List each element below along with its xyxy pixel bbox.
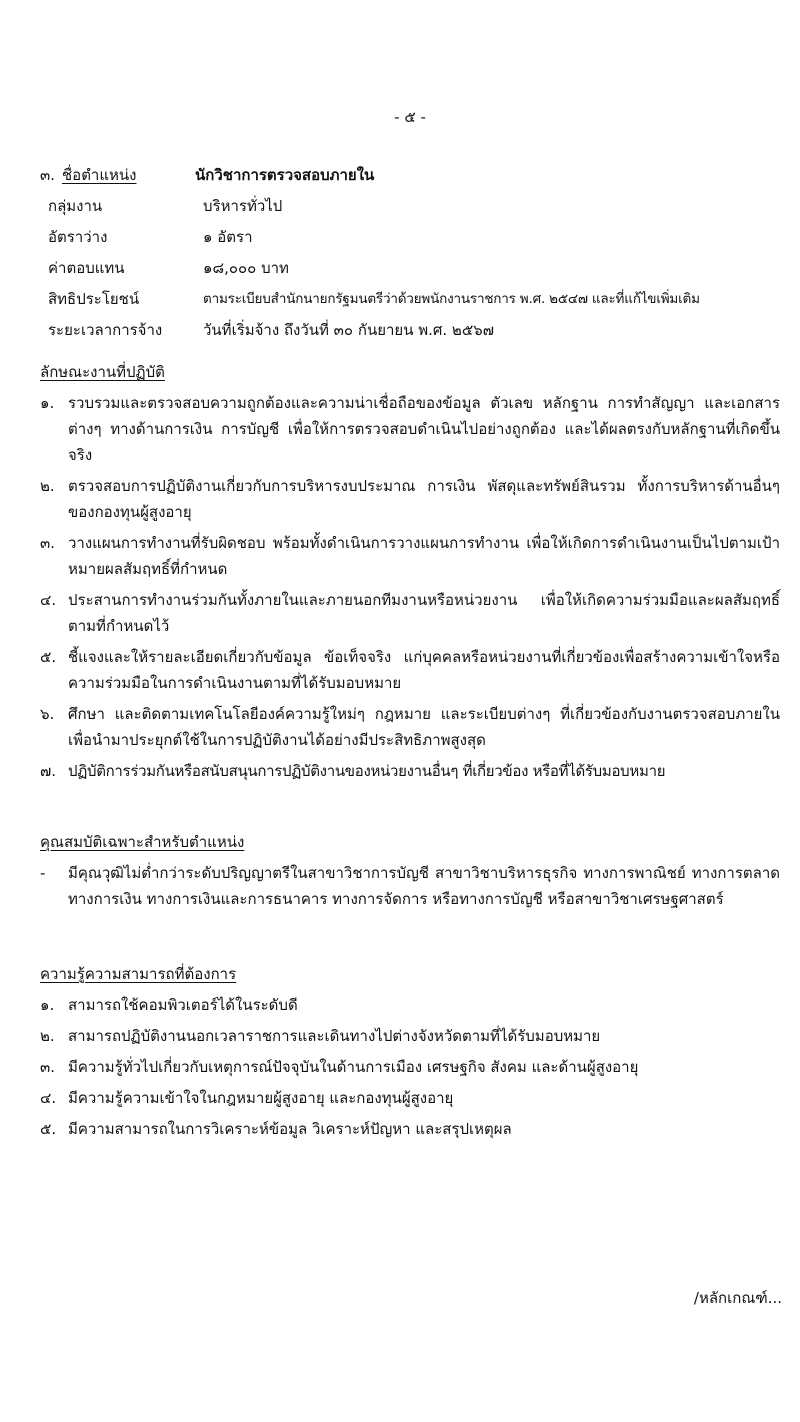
field-label: ค่าตอบแทน — [48, 259, 125, 277]
position-number: ๓. — [40, 166, 56, 184]
field-label: สิทธิประโยชน์ — [48, 290, 140, 308]
list-item: ๕. ชี้แจงและให้รายละเอียดเกี่ยวกับข้อมูล ข้อเท็จจริง แก่บุคคลหรือหน่วยงานที่เกี่ยวข้องเพื่อสร้างความเข้าใจหรือความร่วมมือในการดำเนินงานตามที่ได้รับมอบหมาย — [40, 648, 780, 692]
field-value: ๑๘,๐๐๐ บาท — [203, 259, 289, 277]
list-item: ๓. วางแผนการทำงานที่รับผิดชอบ พร้อมทั้งดำเนินการวางแผนการทำงาน เพื่อให้เกิดการดำเนินงานเป็นไปตามเป้าหมายผลสัมฤทธิ์ที่กำหนด — [40, 534, 780, 578]
position-header — [40, 163, 780, 349]
field-row-contract-period — [40, 318, 780, 349]
qualifications-section — [40, 830, 780, 917]
list-item: ๑. สามารถใช้คอมพิวเตอร์ได้ในระดับดี — [40, 996, 298, 1014]
field-row-salary — [40, 256, 780, 287]
field-label: กลุ่มงาน — [48, 197, 103, 215]
field-row-division — [40, 194, 780, 225]
skills-section — [40, 962, 780, 1147]
field-label: อัตราว่าง — [48, 228, 108, 246]
list-item: ๗. ปฏิบัติการร่วมกันหรือสนับสนุนการปฏิบัติงานของหน่วยงานอื่นๆ ที่เกี่ยวข้อง หรือที่ได้รับมอบหมาย — [40, 762, 666, 780]
section-title: คุณสมบัติเฉพาะสำหรับตำแหน่ง — [40, 833, 245, 851]
field-value: บริหารทั่วไป — [203, 197, 283, 215]
list-item: ๒. สามารถปฏิบัติงานนอกเวลาราชการและเดินทางไปต่างจังหวัดตามที่ได้รับมอบหมาย — [40, 1027, 601, 1045]
duties-section — [40, 360, 780, 789]
field-value: ๑ อัตรา — [203, 228, 253, 246]
field-row-vacancy — [40, 225, 780, 256]
list-item: ๖. ศึกษา และติดตามเทคโนโลยีองค์ความรู้ใหม่ๆ กฎหมาย และระเบียบต่างๆ ที่เกี่ยวข้องกับงานตรวจสอบภายใน เพื่อนำมาประยุกต์ใช้ในการปฏิบัติงานได้อย่างมีประสิทธิภาพสูงสุด — [40, 705, 780, 749]
list-item: ๑. รวบรวมและตรวจสอบความถูกต้องและความน่าเชื่อถือของข้อมูล ตัวเลข หลักฐาน การทำสัญญา และเอกสารต่างๆ ทางด้านการเงิน การบัญชี เพื่อให้การตรวจสอบดำเนินไปอย่างถูกต้อง และได้ผลตรงกับหลักฐานที่เกิดขึ้นจริง — [40, 394, 780, 464]
list-item: ๓. มีความรู้ทั่วไปเกี่ยวกับเหตุการณ์ปัจจุบันในด้านการเมือง เศรษฐกิจ สังคม และด้านผู้สูงอายุ — [40, 1058, 639, 1076]
list-item: - มีคุณวุฒิไม่ต่ำกว่าระดับปริญญาตรีในสาขาวิชาการบัญชี สาขาวิชาบริหารธุรกิจ ทางการพาณิชย์ ทางการตลาด ทางการเงิน ทางการเงินและการธนาคาร ทางการจัดการ หรือทางการบัญชี หรือสาขาวิชาเศรษฐศาสตร์ — [40, 864, 780, 908]
field-label: ระยะเวลาการจ้าง — [48, 321, 163, 339]
continued-marker: /หลักเกณฑ์... — [693, 1289, 782, 1307]
list-item: ๔. มีความรู้ความเข้าใจในกฎหมายผู้สูงอายุ และกองทุนผู้สูงอายุ — [40, 1089, 454, 1107]
position-title-value: นักวิชาการตรวจสอบภายใน — [195, 166, 375, 184]
list-item: ๔. ประสานการทำงานร่วมกันทั้งภายในและภายนอกทีมงานหรือหน่วยงาน เพื่อให้เกิดความร่วมมือและผลสัมฤทธิ์ตามที่กำหนดไว้ — [40, 591, 780, 635]
field-value: ตามระเบียบสำนักนายกรัฐมนตรีว่าด้วยพนักงานราชการ พ.ศ. ๒๕๔๗ และที่แก้ไขเพิ่มเติม — [203, 291, 700, 307]
field-row-benefits — [40, 287, 780, 318]
section-title: ความรู้ความสามารถที่ต้องการ — [40, 965, 237, 983]
position-title-label: ชื่อตำแหน่ง — [62, 166, 137, 184]
position-title-row — [40, 163, 780, 194]
section-title: ลักษณะงานที่ปฏิบัติ — [40, 363, 165, 381]
list-item: ๕. มีความสามารถในการวิเคราะห์ข้อมูล วิเคราะห์ปัญหา และสรุปเหตุผล — [40, 1120, 512, 1138]
field-value: วันที่เริ่มจ้าง ถึงวันที่ ๓๐ กันยายน พ.ศ. ๒๕๖๗ — [203, 321, 494, 339]
list-item: ๒. ตรวจสอบการปฏิบัติงานเกี่ยวกับการบริหารงบประมาณ การเงิน พัสดุและทรัพย์สินรวม ทั้งการบริหารด้านอื่นๆ ของกองทุนผู้สูงอายุ — [40, 477, 780, 521]
page-number: - ๕ - — [394, 108, 426, 126]
